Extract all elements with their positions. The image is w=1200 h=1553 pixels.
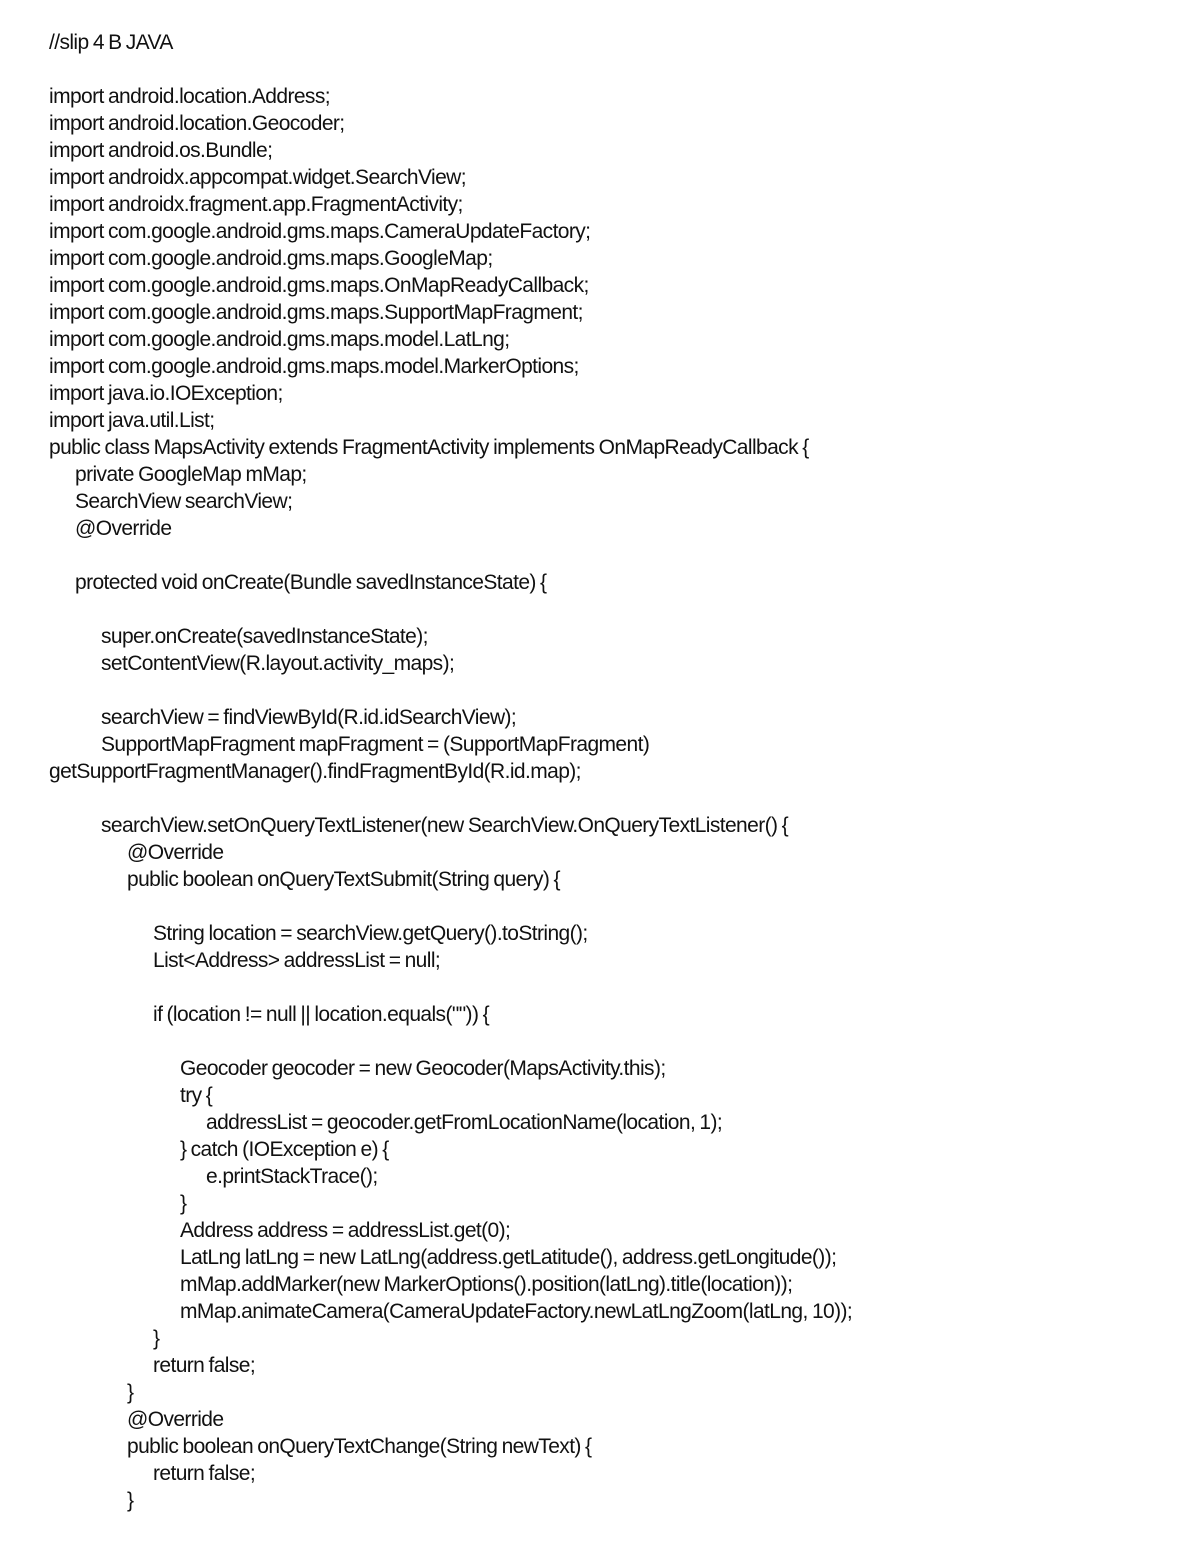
code-line: import com.google.android.gms.maps.SupportMapFragment; xyxy=(49,301,583,324)
code-line: SupportMapFragment mapFragment = (SupportMapFragment) xyxy=(101,733,650,756)
code-line xyxy=(49,56,852,83)
code-line: import com.google.android.gms.maps.CameraUpdateFactory; xyxy=(49,220,591,243)
code-line: SearchView searchView; xyxy=(75,490,293,513)
code-line: import android.location.Address; xyxy=(49,85,330,108)
code-line: import java.io.IOException; xyxy=(49,382,283,405)
code-line: if (location != null || location.equals("")) { xyxy=(153,1003,489,1026)
code-line xyxy=(49,974,852,1001)
code-line: mMap.addMarker(new MarkerOptions().position(latLng).title(location)); xyxy=(180,1273,793,1296)
code-line: import androidx.appcompat.widget.SearchView; xyxy=(49,166,466,189)
code-line xyxy=(49,1028,852,1055)
code-line xyxy=(49,893,852,920)
code-line: List<Address> addressList = null; xyxy=(153,949,441,972)
java-code-listing xyxy=(49,29,852,1514)
code-line: searchView = findViewById(R.id.idSearchView); xyxy=(101,706,517,729)
code-line: getSupportFragmentManager().findFragmentById(R.id.map); xyxy=(49,760,581,783)
code-line: public boolean onQueryTextSubmit(String query) { xyxy=(127,868,560,891)
slip-header-comment: //slip 4 B JAVA xyxy=(49,31,173,54)
code-line: import com.google.android.gms.maps.OnMapReadyCallback; xyxy=(49,274,589,297)
code-line: } xyxy=(127,1489,134,1512)
code-line: Address address = addressList.get(0); xyxy=(180,1219,511,1242)
code-line xyxy=(49,785,852,812)
code-line: LatLng latLng = new LatLng(address.getLatitude(), address.getLongitude()); xyxy=(180,1246,837,1269)
code-line: @Override xyxy=(75,517,172,540)
code-line: searchView.setOnQueryTextListener(new SearchView.OnQueryTextListener() { xyxy=(101,814,789,837)
code-line: @Override xyxy=(127,1408,224,1431)
code-line: import com.google.android.gms.maps.model.MarkerOptions; xyxy=(49,355,579,378)
code-line: import com.google.android.gms.maps.model.LatLng; xyxy=(49,328,510,351)
code-line: @Override xyxy=(127,841,224,864)
code-line: addressList = geocoder.getFromLocationName(location, 1); xyxy=(206,1111,723,1134)
code-line: } xyxy=(180,1192,187,1215)
code-line: import android.location.Geocoder; xyxy=(49,112,345,135)
code-line xyxy=(49,677,852,704)
code-line: protected void onCreate(Bundle savedInstanceState) { xyxy=(75,571,547,594)
code-line: super.onCreate(savedInstanceState); xyxy=(101,625,428,648)
code-line: private GoogleMap mMap; xyxy=(75,463,307,486)
code-line: } xyxy=(127,1381,134,1404)
code-line: setContentView(R.layout.activity_maps); xyxy=(101,652,455,675)
class-declaration-line: public class MapsActivity extends FragmentActivity implements OnMapReadyCallback { xyxy=(49,436,809,459)
code-line: try { xyxy=(180,1084,213,1107)
code-line xyxy=(49,596,852,623)
code-line: public boolean onQueryTextChange(String newText) { xyxy=(127,1435,592,1458)
code-line: return false; xyxy=(153,1462,256,1485)
code-line: } xyxy=(153,1327,160,1350)
code-line: String location = searchView.getQuery().toString(); xyxy=(153,922,588,945)
code-line: import com.google.android.gms.maps.GoogleMap; xyxy=(49,247,493,270)
code-line: import android.os.Bundle; xyxy=(49,139,273,162)
code-line xyxy=(49,542,852,569)
code-line: import java.util.List; xyxy=(49,409,215,432)
code-line: Geocoder geocoder = new Geocoder(MapsActivity.this); xyxy=(180,1057,666,1080)
code-line: e.printStackTrace(); xyxy=(206,1165,378,1188)
code-line: mMap.animateCamera(CameraUpdateFactory.newLatLngZoom(latLng, 10)); xyxy=(180,1300,853,1323)
code-line: import androidx.fragment.app.FragmentActivity; xyxy=(49,193,463,216)
code-line: } catch (IOException e) { xyxy=(180,1138,389,1161)
code-line: return false; xyxy=(153,1354,256,1377)
